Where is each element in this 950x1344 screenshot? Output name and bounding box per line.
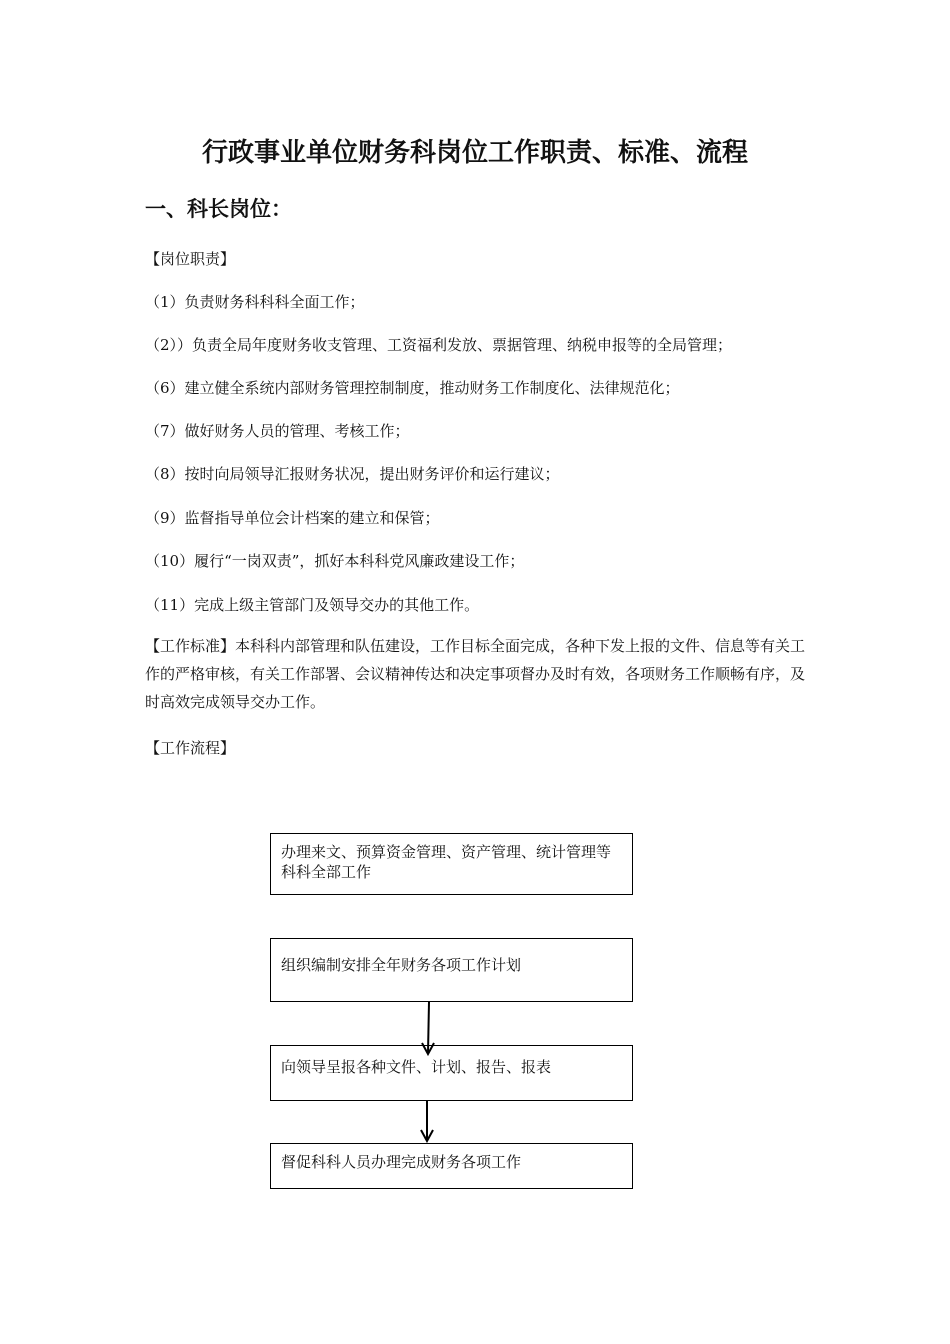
duty-item: （6）建立健全系统内部财务管理控制制度，推动财务工作制度化、法律规范化； [145,379,680,397]
flow-box-1: 办理来文、预算资金管理、资产管理、统计管理等科科全部工作 [270,833,633,895]
arrow-down-icon [421,1101,433,1141]
work-standard-paragraph: 【工作标准】本科科内部管理和队伍建设，工作目标全面完成，各种下发上报的文件、信息等有关工作的严格审核，有关工作部署、会议精神传达和决定事项督办及时有效，各项财务工作顺畅有序，及时高效完成领导交办工作。 [145,637,806,711]
duty-item: （1）负责财务科科科全面工作； [145,293,365,311]
arrow-down-icon [422,1002,434,1054]
duty-item: （2））负责全局年度财务收支管理、工资福利发放、票据管理、纳税申报等的全局管理； [145,336,733,354]
duty-item: （8）按时向局领导汇报财务状况，提出财务评价和运行建议； [145,465,560,483]
section-heading: 一、科长岗位： [145,197,292,221]
document-title: 行政事业单位财务科岗位工作职责、标准、流程 [201,138,748,168]
duty-item: （11）完成上级主管部门及领导交办的其他工作。 [145,596,480,614]
flow-box-2: 组织编制安排全年财务各项工作计划 [270,938,633,1002]
duties-label: 【岗位职责】 [145,250,236,268]
flow-box-4: 督促科科人员办理完成财务各项工作 [270,1143,633,1189]
flow-box-3: 向领导呈报各种文件、计划、报告、报表 [270,1045,633,1101]
duty-item: （10）履行“一岗双责”，抓好本科科党风廉政建设工作； [145,552,525,570]
flow-label: 【工作流程】 [145,739,236,757]
duty-item: （9）监督指导单位会计档案的建立和保管； [145,509,440,527]
duty-item: （7）做好财务人员的管理、考核工作； [145,422,410,440]
